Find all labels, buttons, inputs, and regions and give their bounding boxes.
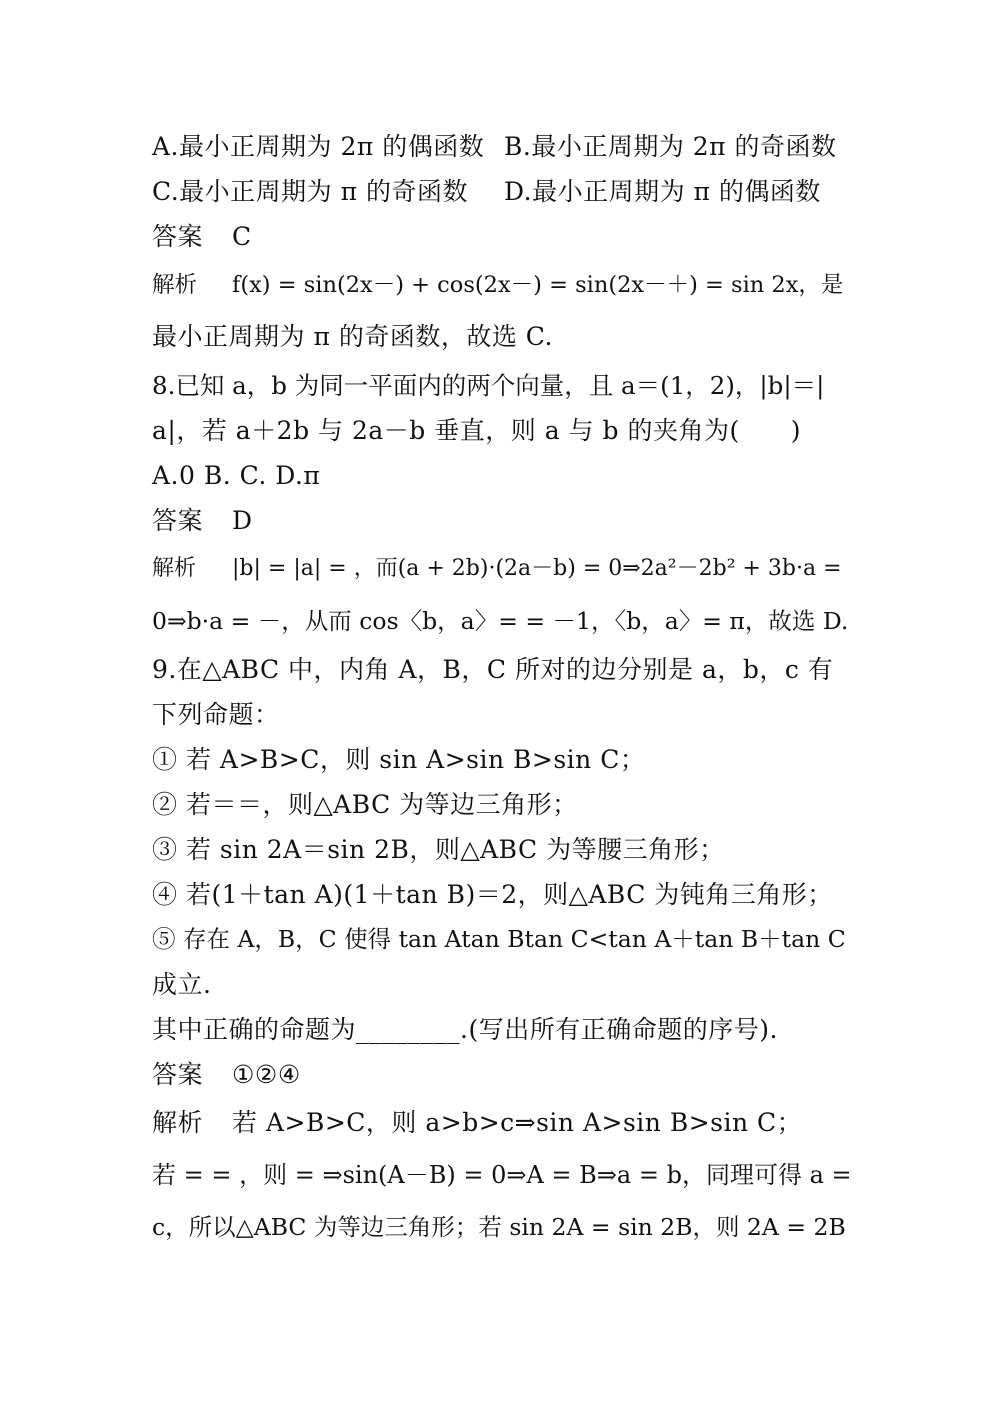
q7-options-row1 <box>152 124 852 169</box>
q9-answer-value: ①②④ <box>232 1060 301 1089</box>
q7-options-row2 <box>152 169 852 214</box>
q9-stem-line1: 9.在△ABC 中，内角 A，B，C 所对的边分别是 a，b，c 有 <box>152 655 834 684</box>
q8-analysis-line2: 0⇒b·a = －，从而 cos〈b，a〉= = －1，〈b，a〉= π，故选 D. <box>152 607 849 635</box>
q7-option-c: C.最小正周期为 π 的奇函数 <box>152 177 469 206</box>
q8-stem-line2: a|，若 a＋2b 与 2a－b 垂直，则 a 与 b 的夹角为( ) <box>152 416 801 445</box>
q9-stem-line2: 下列命题： <box>152 700 280 729</box>
q9-analysis-text1: 若 A>B>C，则 a>b>c⇒sin A>sin B>sin C； <box>232 1108 803 1137</box>
q8-answer-value: D <box>232 506 253 535</box>
q7-analysis-line1 <box>152 259 852 311</box>
q9-answer-label: 答案 <box>152 1060 204 1089</box>
q9-prompt: 其中正确的命题为________.(写出所有正确命题的序号). <box>152 1015 778 1044</box>
q9-proposition-2: ② 若＝＝，则△ABC 为等边三角形； <box>152 790 578 819</box>
q7-answer-label: 答案 <box>152 222 204 251</box>
q9-answer <box>152 1052 852 1097</box>
document-page <box>152 124 852 1253</box>
q9-analysis-line3: c，所以△ABC 为等边三角形；若 sin 2A = sin 2B，则 2A = 2B <box>152 1213 846 1241</box>
q9-proposition-4: ④ 若(1＋tan A)(1＋tan B)＝2，则△ABC 为钝角三角形； <box>152 880 833 909</box>
q7-option-a: A.最小正周期为 2π 的偶函数 <box>152 132 485 161</box>
q9-proposition-5-line1: ⑤ 存在 A，B，C 使得 tan Atan Btan C<tan A＋tan B＋tan C <box>152 925 846 953</box>
q9-analysis-line2: 若 = = ，则 = ⇒sin(A－B) = 0⇒A = B⇒a = b，同理可得 a = <box>152 1161 852 1189</box>
q7-analysis-line2: 最小正周期为 π 的奇函数，故选 C. <box>152 322 553 351</box>
q8-analysis-text1: |b| = |a| = ，而(a + 2b)·(2a－b) = 0⇒2a²－2b² + 3b·a = <box>232 556 842 581</box>
q7-answer-value: C <box>232 222 252 251</box>
q7-analysis-label: 解析 <box>152 272 198 298</box>
q8-options: A.0 B. C. D.π <box>152 461 321 490</box>
q7-option-b: B.最小正周期为 2π 的奇函数 <box>504 132 837 161</box>
q7-analysis-text1: f(x) = sin(2x－) + cos(2x－) = sin(2x－＋) = sin 2x，是 <box>232 272 844 298</box>
q9-analysis-line1 <box>152 1097 852 1149</box>
q7-option-d: D.最小正周期为 π 的偶函数 <box>504 177 821 206</box>
q7-answer <box>152 214 852 259</box>
q8-analysis-label: 解析 <box>152 556 197 581</box>
q8-stem-line1: 8.已知 a，b 为同一平面内的两个向量，且 a＝(1，2)，|b|＝| <box>152 371 825 400</box>
q9-analysis-label: 解析 <box>152 1108 204 1137</box>
q8-answer <box>152 498 852 543</box>
q9-proposition-5-line2: 成立. <box>152 970 212 999</box>
q9-proposition-1: ① 若 A>B>C，则 sin A>sin B>sin C； <box>152 745 646 774</box>
q8-analysis-line1 <box>152 543 852 595</box>
q9-proposition-3: ③ 若 sin 2A＝sin 2B，则△ABC 为等腰三角形； <box>152 835 725 864</box>
q8-answer-label: 答案 <box>152 506 204 535</box>
